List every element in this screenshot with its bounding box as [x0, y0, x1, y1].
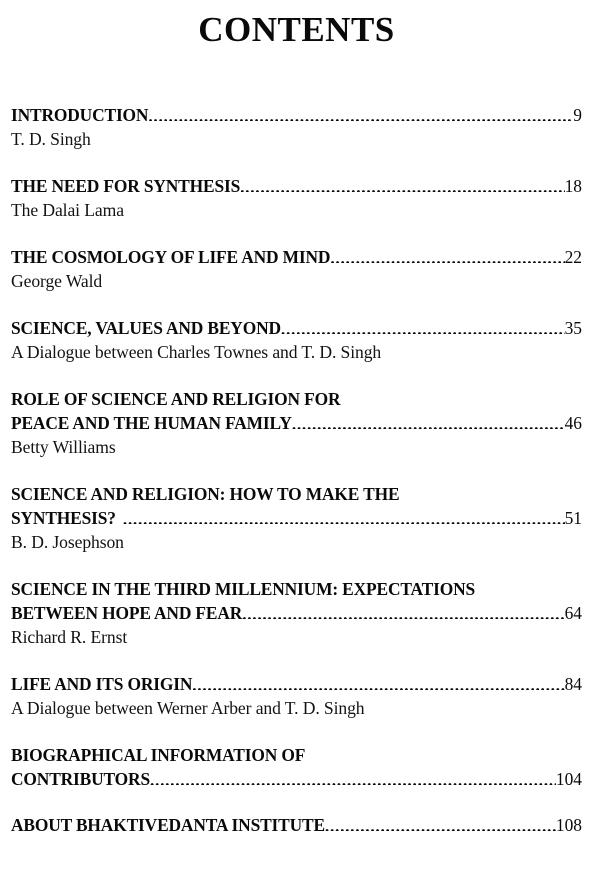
toc-entry-author: A Dialogue between Werner Arber and T. D. Singh — [11, 698, 365, 718]
toc-entry-title: ROLE OF SCIENCE AND RELIGION FOR — [11, 389, 341, 409]
toc-entry[interactable] — [11, 387, 582, 460]
toc-entry-title: THE COSMOLOGY OF LIFE AND MIND — [11, 247, 331, 267]
page-title: CONTENTS — [198, 10, 395, 49]
toc-entry-page-number: 9 — [573, 105, 582, 125]
toc-entry-author: A Dialogue between Charles Townes and T. D. Singh — [11, 342, 382, 362]
toc-entry-title-line — [11, 174, 582, 198]
dot-leader — [192, 673, 564, 690]
dot-leader — [150, 768, 556, 785]
table-of-contents-list — [11, 103, 582, 837]
toc-entry-title: SYNTHESIS? — [11, 508, 116, 528]
toc-entry-page-number: 35 — [564, 318, 582, 338]
toc-entry-page-number: 22 — [564, 247, 582, 267]
toc-entry-title-line — [11, 103, 582, 127]
toc-entry-title: INTRODUCTION — [11, 105, 149, 125]
toc-entry-title-line — [11, 577, 582, 601]
toc-entry-title-line — [11, 506, 582, 530]
toc-entry-title: PEACE AND THE HUMAN FAMILY — [11, 413, 292, 433]
toc-entry-page-number: 64 — [564, 603, 582, 623]
toc-entry-author: Betty Williams — [11, 437, 116, 457]
dot-leader — [325, 814, 556, 831]
toc-entry-title: BIOGRAPHICAL INFORMATION OF — [11, 745, 306, 765]
toc-entry-author: George Wald — [11, 271, 103, 291]
dot-leader — [330, 246, 564, 263]
toc-entry-title: THE NEED FOR SYNTHESIS — [11, 176, 241, 196]
toc-entry-title: SCIENCE, VALUES AND BEYOND — [11, 318, 281, 338]
dot-leader — [240, 175, 564, 192]
toc-entry[interactable] — [11, 813, 582, 837]
toc-entry[interactable] — [11, 174, 582, 223]
toc-entry[interactable] — [11, 316, 582, 365]
toc-entry-title-line — [11, 482, 582, 506]
toc-entry-title-line — [11, 316, 582, 340]
toc-entry[interactable] — [11, 245, 582, 294]
toc-entry-title: SCIENCE AND RELIGION: HOW TO MAKE THE — [11, 484, 400, 504]
toc-entry-title-line — [11, 743, 582, 767]
toc-entry[interactable] — [11, 672, 582, 721]
toc-entry-title-line — [11, 601, 582, 625]
toc-entry-title: ABOUT BHAKTIVEDANTA INSTITUTE — [11, 815, 325, 835]
toc-entry-page-number: 18 — [564, 176, 582, 196]
toc-entry-title-line — [11, 387, 582, 411]
toc-entry-author: B. D. Josephson — [11, 532, 124, 552]
toc-entry-title-line — [11, 672, 582, 696]
toc-entry[interactable] — [11, 103, 582, 152]
dot-leader — [292, 412, 565, 429]
dot-leader — [242, 602, 564, 619]
toc-entry-title-line — [11, 245, 582, 269]
dot-leader — [148, 104, 573, 121]
toc-entry-title: CONTRIBUTORS — [11, 769, 150, 789]
toc-entry-page-number: 108 — [555, 815, 582, 835]
toc-entry[interactable] — [11, 743, 582, 791]
toc-entry-author: T. D. Singh — [11, 129, 91, 149]
toc-entry-page-number: 51 — [564, 508, 582, 528]
dot-leader — [123, 507, 565, 524]
toc-entry-page-number: 84 — [564, 674, 582, 694]
toc-entry-title-line — [11, 411, 582, 435]
toc-entry-title-line — [11, 767, 582, 791]
toc-entry-title: BETWEEN HOPE AND FEAR — [11, 603, 243, 623]
toc-entry-author: The Dalai Lama — [11, 200, 124, 220]
toc-entry[interactable] — [11, 482, 582, 555]
dot-leader — [281, 317, 565, 334]
toc-entry-title-line — [11, 813, 582, 837]
toc-entry-title: SCIENCE IN THE THIRD MILLENNIUM: EXPECTATIONS — [11, 579, 476, 599]
toc-entry[interactable] — [11, 577, 582, 650]
toc-entry-title: LIFE AND ITS ORIGIN — [11, 674, 193, 694]
toc-entry-author: Richard R. Ernst — [11, 627, 128, 647]
toc-entry-page-number: 46 — [564, 413, 582, 433]
toc-entry-page-number: 104 — [555, 769, 582, 789]
